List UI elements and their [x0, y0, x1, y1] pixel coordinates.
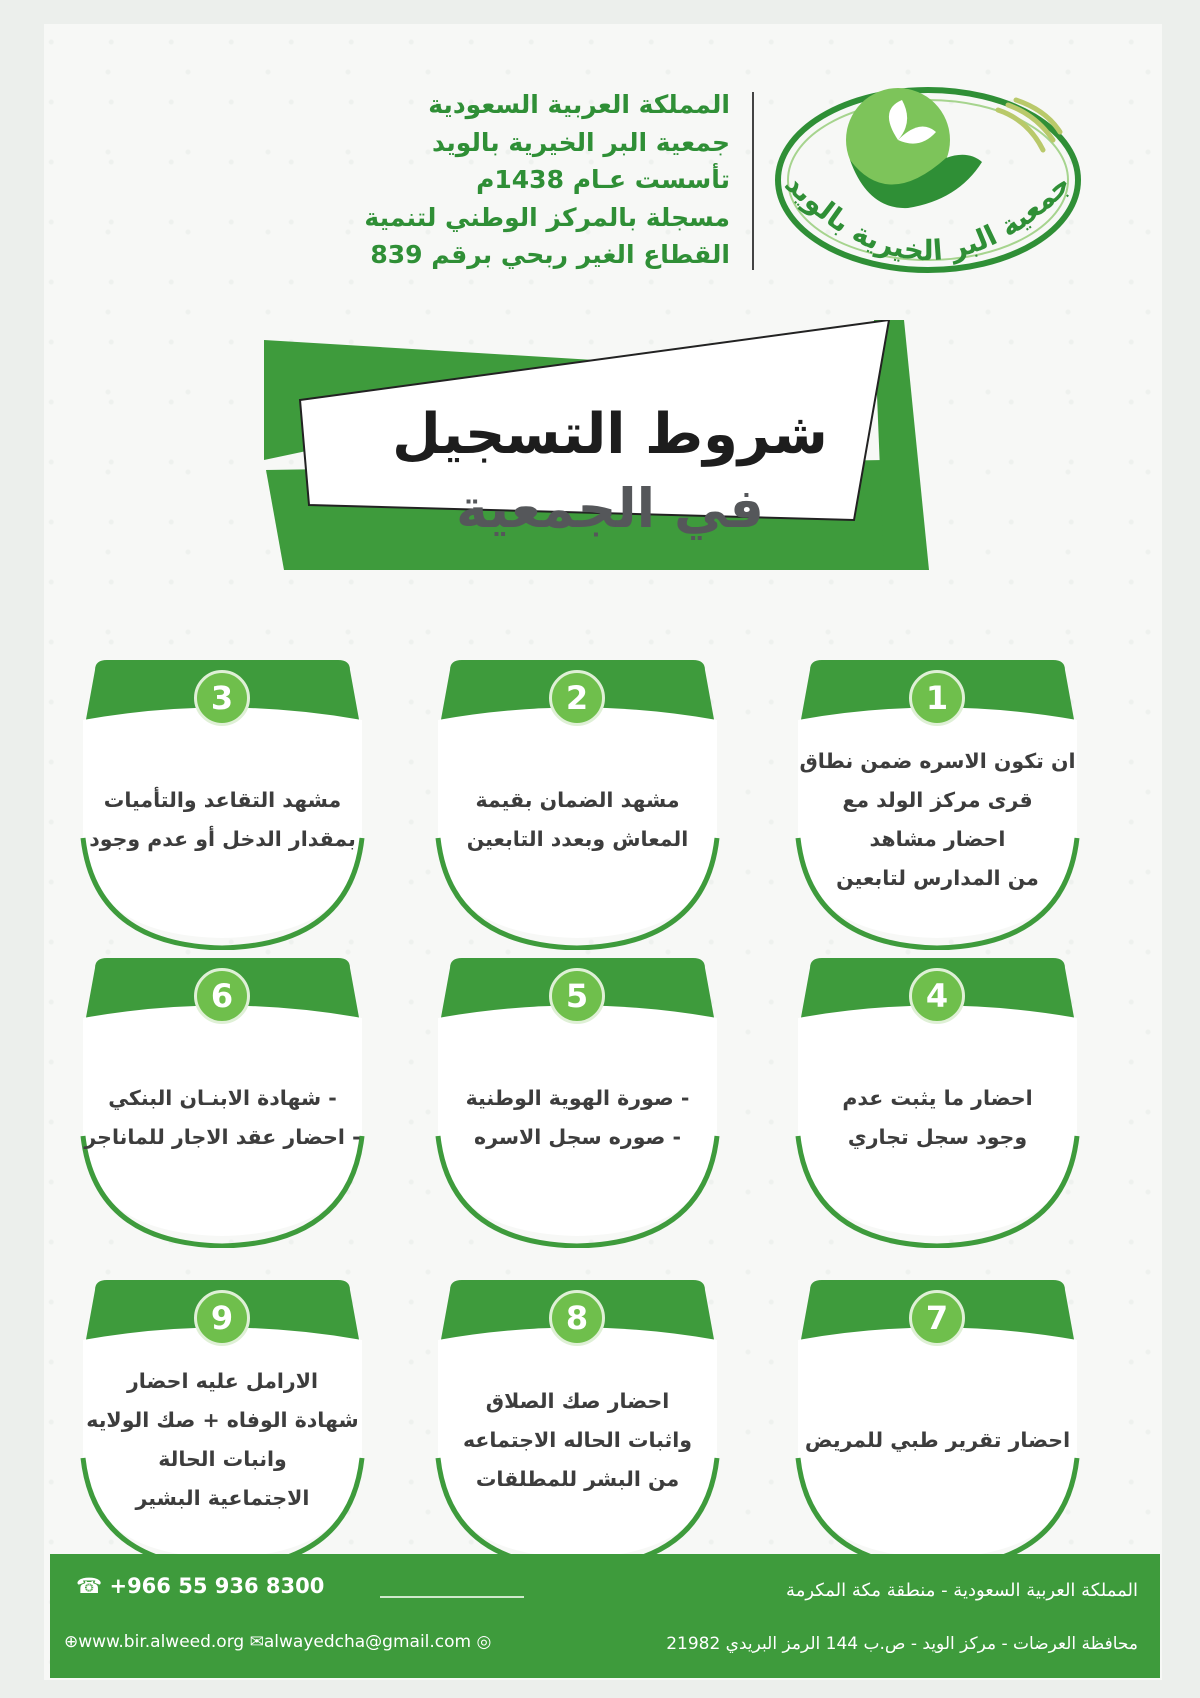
globe-icon: ⊕	[64, 1632, 79, 1652]
header-divider	[752, 92, 754, 270]
condition-number: 6	[194, 968, 250, 1024]
condition-line: احضار مشاهد	[869, 827, 1006, 851]
condition-number: 1	[909, 670, 965, 726]
condition-card	[430, 1280, 725, 1570]
condition-line: احضار صك الصلاق	[485, 1389, 670, 1413]
condition-line: الاجتماعية البشير	[135, 1486, 310, 1510]
footer	[50, 1554, 1160, 1678]
header-line-license: القطاع الغير ربحي برقم 839	[370, 240, 730, 269]
logo-text: جمعية البر الخيرية بالويد	[778, 167, 1078, 268]
condition-line: ان تكون الاسره ضمن نطاق	[799, 749, 1076, 773]
footer-website[interactable]: www.bir.alweed.org	[78, 1632, 245, 1652]
condition-card	[790, 958, 1085, 1248]
condition-line: من المدارس لتابعين	[836, 866, 1039, 890]
condition-card	[430, 660, 725, 950]
condition-card	[790, 1280, 1085, 1570]
condition-number: 8	[549, 1290, 605, 1346]
condition-card	[75, 1280, 370, 1570]
condition-line: - صورة الهوية الوطنية	[465, 1086, 690, 1110]
condition-card	[790, 660, 1085, 950]
condition-line: وانبات الحالة	[158, 1447, 287, 1471]
condition-line: - احضار عقد الاجار للماناجر	[84, 1125, 361, 1149]
condition-line: احضار ما يثبت عدم	[842, 1086, 1033, 1110]
condition-line: قرى مركز الولد مع	[842, 788, 1033, 812]
condition-number: 2	[549, 670, 605, 726]
email-icon: ✉	[249, 1632, 264, 1652]
header-line-country: المملكة العربية السعودية	[428, 90, 730, 119]
phone-icon: ☎	[76, 1574, 110, 1598]
condition-text	[436, 1382, 719, 1499]
footer-email[interactable]: alwayedcha@gmail.com	[263, 1632, 472, 1652]
organization-header	[364, 86, 730, 274]
condition-card	[75, 660, 370, 950]
condition-text	[796, 742, 1079, 898]
title-banner	[264, 320, 944, 620]
condition-number: 7	[909, 1290, 965, 1346]
condition-text	[436, 1079, 719, 1157]
condition-line: وجود سجل تجاري	[847, 1125, 1028, 1149]
header-line-founded: تأسست عـام 1438م	[476, 165, 730, 194]
condition-line: مشهد الضمان بقيمة	[475, 788, 680, 812]
condition-text	[81, 1079, 364, 1157]
page-subtitle: في الجمعية	[456, 477, 764, 540]
condition-line: مشهد التقاعد والتأميات	[103, 788, 342, 812]
condition-text	[796, 1079, 1079, 1157]
header-line-name: جمعية البر الخيرية بالويد	[431, 127, 730, 157]
condition-number: 9	[194, 1290, 250, 1346]
condition-line: - صوره سجل الاسره	[473, 1125, 682, 1149]
condition-line: بمقدار الدخل أو عدم وجود	[89, 827, 356, 851]
footer-address: محافظة العرضات - مركز الويد - ص.ب 144 الرمز البريدي 21982	[666, 1634, 1138, 1654]
condition-number: 5	[549, 968, 605, 1024]
condition-line: المعاش وبعدد التابعين	[466, 827, 689, 851]
condition-line: شهادة الوفاه + صك الولايه	[86, 1408, 359, 1432]
footer-rule	[380, 1596, 524, 1598]
condition-number: 4	[909, 968, 965, 1024]
footer-phone[interactable]: +966 55 936 8300	[109, 1574, 325, 1598]
condition-line: - شهادة الابنـان البنكي	[108, 1086, 337, 1110]
condition-line: الارامل عليه احضار	[126, 1369, 319, 1393]
condition-text	[81, 781, 364, 859]
condition-line: واثبات الحاله الاجتماعه	[462, 1428, 693, 1452]
condition-card	[430, 958, 725, 1248]
condition-number: 3	[194, 670, 250, 726]
footer-region: المملكة العربية السعودية - منطقة مكة المكرمة	[786, 1580, 1138, 1601]
header-line-registered: مسجلة بالمركز الوطني لتنمية	[364, 202, 730, 232]
organization-logo	[768, 80, 1098, 280]
footer-contact-row	[64, 1632, 491, 1652]
condition-text	[81, 1362, 364, 1518]
condition-line: من البشر للمطلقات	[475, 1467, 680, 1491]
condition-line: احضار تقرير طبي للمريض	[804, 1428, 1071, 1452]
page-title: شروط التسجيل	[392, 402, 828, 467]
condition-text	[436, 781, 719, 859]
condition-text	[796, 1421, 1079, 1460]
location-icon: ◎	[476, 1632, 492, 1652]
footer-phone-row	[76, 1574, 324, 1598]
condition-card	[75, 958, 370, 1248]
